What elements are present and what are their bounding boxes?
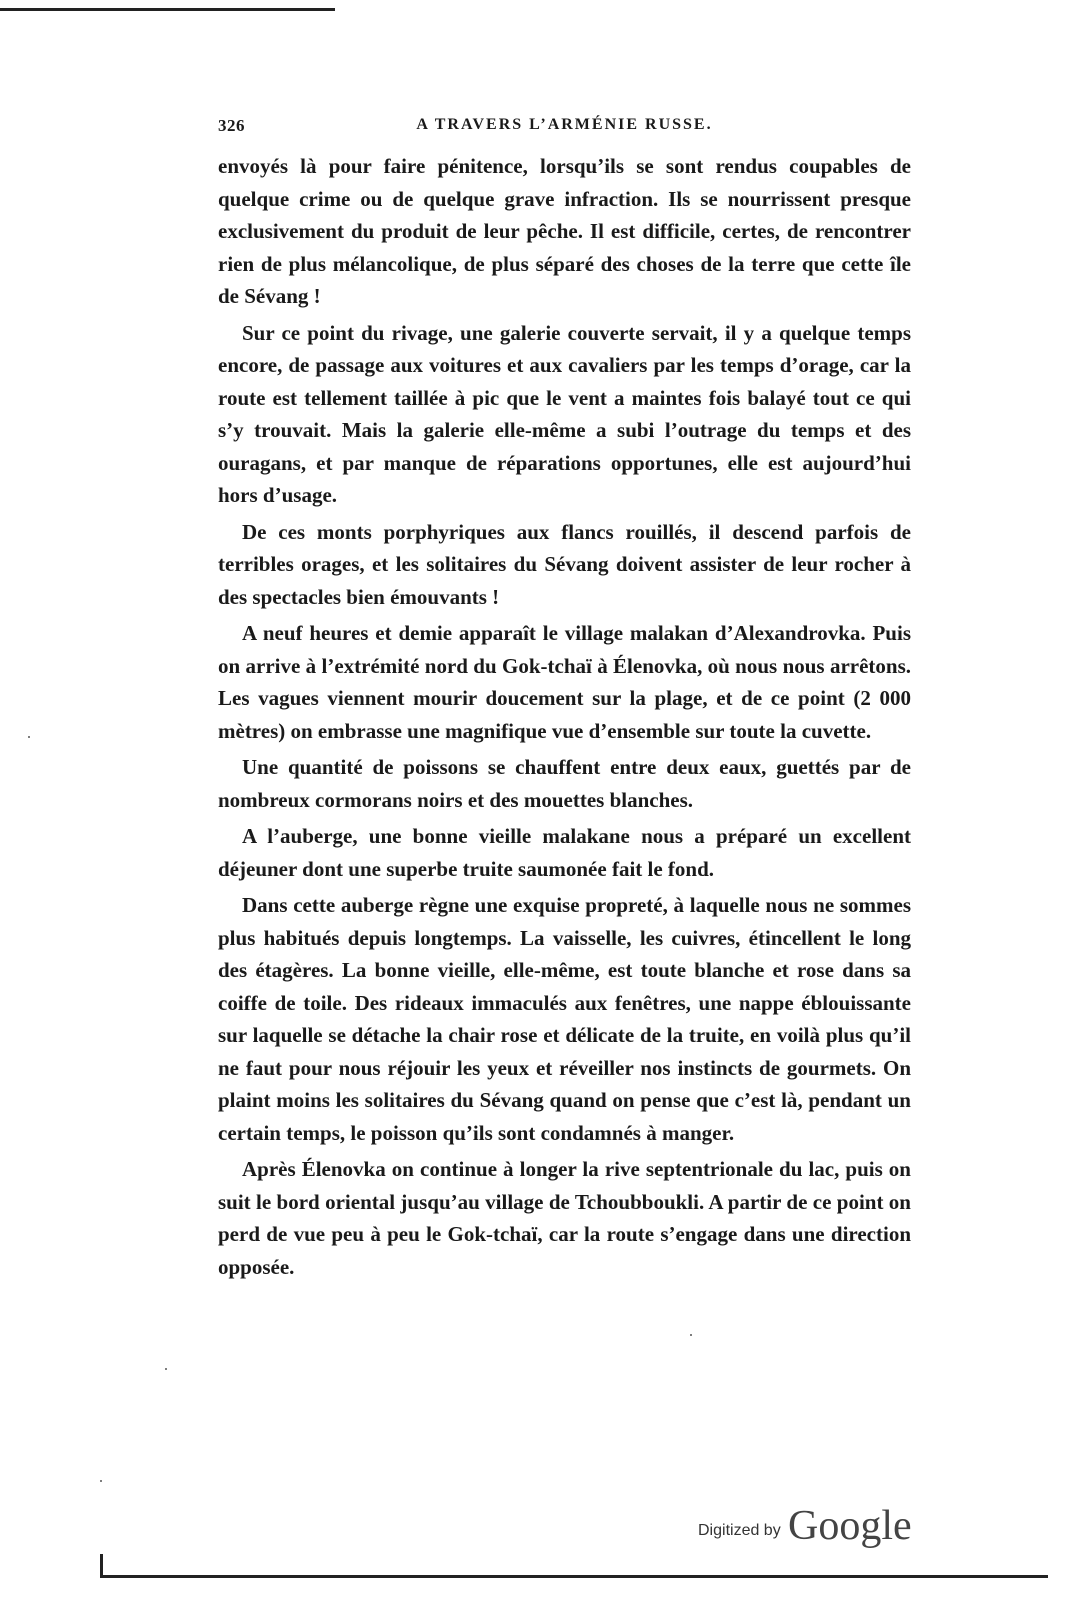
scan-speck bbox=[690, 1334, 692, 1336]
scan-speck bbox=[165, 1368, 167, 1370]
paragraph-7: Dans cette auberge règne une exquise propreté, à laquelle nous ne sommes plus habitués depuis longtemps. La vaisselle, les cuivres, étincellent le long des étagères. La bonne vieille, elle-même, est toute blanche et rose dans sa coiffe de toile. Des rideaux immaculés aux fenêtres, une nappe éblouissante sur laquelle se détache la chair rose et délicate de la truite, en voilà plus qu’il ne faut pour nous réjouir les yeux et réveiller nos instincts de gourmets. On plaint moins les solitaires du Sévang quand on pense que c’est là, pendant un certain temps, le poisson qu’ils sont condamnés à manger. bbox=[218, 893, 911, 1145]
page-header bbox=[218, 116, 911, 142]
scan-speck bbox=[100, 1480, 102, 1482]
paragraph-3: De ces monts porphyriques aux flancs rouillés, il descend parfois de terribles orages, et les solitaires du Sévang doivent assister de leur rocher à des spectacles bien émouvants ! bbox=[218, 519, 911, 609]
paragraph-1: envoyés là pour faire pénitence, lorsqu’ils se sont rendus coupables de quelque crime ou de quelque grave infraction. Ils se nourrissent presque exclusivement du produit de leur pêche. Il est difficile, certes, de rencontrer rien de plus mélancolique, de plus séparé des choses de la terre que cette île de Sévang ! bbox=[218, 154, 911, 308]
digitized-by-watermark bbox=[698, 1502, 928, 1552]
watermark-prefix: Digitized by bbox=[698, 1522, 781, 1539]
paragraph-5: Une quantité de poissons se chauffent entre deux eaux, guettés par de nombreux cormorans noirs et des mouettes blanches. bbox=[218, 755, 911, 812]
paragraph-6: A l’auberge, une bonne vieille malakane nous a préparé un excellent déjeuner dont une superbe truite saumonée fait le fond. bbox=[218, 824, 911, 881]
body-text bbox=[218, 150, 911, 1287]
scan-speck bbox=[28, 736, 30, 738]
paragraph-8: Après Élenovka on continue à longer la rive septentrionale du lac, puis on suit le bord oriental jusqu’au village de Tchoubboukli. A partir de ce point on perd de vue peu à peu le Gok-tchaï, car la route s’engage dans une direction opposée. bbox=[218, 1157, 911, 1279]
bottom-scan-edge bbox=[100, 1575, 1048, 1578]
paragraph-2: Sur ce point du rivage, une galerie couverte servait, il y a quelque temps encore, de passage aux voitures et aux cavaliers par les temps d’orage, car la route est tellement taillée à pic que le vent a maintes fois balayé tout ce qui s’y trouvait. Mais la galerie elle-même a subi l’outrage du temps et des ouragans, et par manque de réparations opportunes, elle est aujourd’hui hors d’usage. bbox=[218, 320, 911, 507]
top-scan-edge bbox=[0, 8, 335, 11]
running-title: A TRAVERS L’ARMÉNIE RUSSE. bbox=[416, 116, 713, 133]
paragraph-4: A neuf heures et demie apparaît le village malakan d’Alexandrovka. Puis on arrive à l’extrémité nord du Gok-tchaï à Élenovka, où nous nous arrêtons. Les vagues viennent mourir doucement sur la plage, et de ce point (2 000 mètres) on embrasse une magnifique vue d’ensemble sur toute la cuvette. bbox=[218, 621, 911, 743]
page-number: 326 bbox=[218, 116, 245, 135]
watermark-brand: Google bbox=[788, 1503, 912, 1549]
